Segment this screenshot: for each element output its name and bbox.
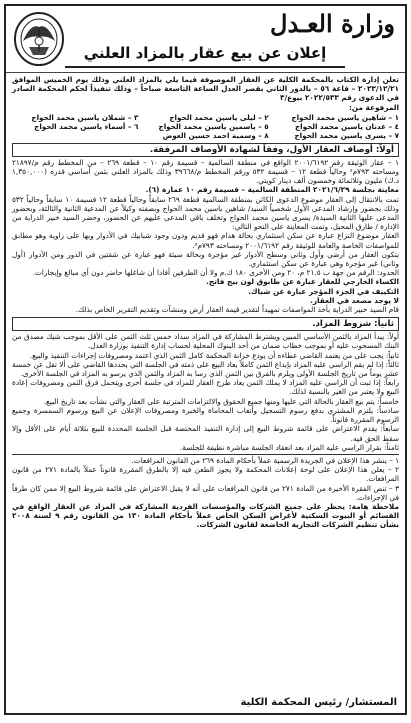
important-note: ملاحظة هامة: يحظر على جميع الشركات والمؤسسات الفردية المشاركة في المزاد عن العقار الواقع في القسائم أو البيوت السكنية لأغراض السكن الخاص عملاً بأحكام المادة ١٣٠ من القانون رقم ٩ لسنة ٢٠٠٨ بشأن تنظيم الشركات التجارية الخاضعة لقانون الشركات. [12, 501, 399, 530]
note-item: ١ – ينشر هذا الإعلان في الجريدة الرسمية عملاً بأحكام المادة ٢٦٩ من القانون المرافعات. [131, 455, 399, 465]
party-name: ٨ – وسمية احمد حسين العوض [162, 130, 269, 140]
signature-line: المستشار/ رئيس المحكمة الكلية [240, 697, 397, 708]
property-paragraph: العقار موضوع النزاع عبارة عن سكن استثماري بحالة هدام فهو قديم ودون وجود شبابيك في الأدوار وبها على زاوية وهو مطابق للمواصفات الخاصة والعامة للوثيقة رقم ٢٠٠١/٦١٩٢ ومساحته ٧٩٣م². [12, 231, 399, 250]
property-paragraph: معاينة بجلسة ٢٠٢١/٦/٢٩ المنطقة السالمية – قسيمة رقم ١٠ عمارة (٦). [145, 185, 399, 195]
property-paragraph: التكييف في الجزء المؤجر عبارة عن شباك. [248, 286, 399, 296]
property-paragraph: قام السيد خبير الدراية بأخذ المواصفات تمهيداً لتقدير قيمة العقار أرض ومنشآت وتقديم التقرير الخاص بذلك. [75, 305, 399, 315]
intro-paragraph: تعلن إدارة الكتاب بالمحكمة الكلية عن العقار الموصوفة فيما يلي بالمزاد العلني وذلك يوم الخميس الموافق ٢٠٢٣/١٢/٢١ – قاعة ٥٦ – بالدور الثاني بقصر العدل الساعة التاسعة صباحاً – وذلك تنفيذاً لحكم المحكمة الصادر في الدعوى رقم ٢٠٢٢/٥٣٣ بيوع/٣ [12, 75, 399, 103]
party-name: ١ – شاهين ياسين محمد الحواج [291, 112, 399, 122]
property-paragraph: ١ – عقار الوثيقة رقم ٢٠٠١/٦١٩٢ الواقع في منطقة السالمية – قسيمة رقم ١٠ – قطعة ٢٦٩ – من المخطط رقم م/٢١٨٩٧ ومساحته ٧٩٣م² وحالياً قطعة ١٢ – قسيمة ٥٣٢ ورقم المخطط م/٣٩٦٦٨ وذلك بالمزاد العلني بثمن أساسي قدره (١,٣٥٠,٠٠٠ د.ك) مليون وثلاثمائة وخمسون ألف دينار كويتي. [12, 157, 400, 186]
note-item: ٢ – يعلن هذا الإعلان على لوحة إعلانات المحكمة ولا يجوز الطعن فيه إلا بالطرق المقررة قانوناً عملاً بالمادة ٢٧١ من قانون المرافعات. [12, 465, 399, 484]
kuwait-emblem-icon [13, 11, 65, 67]
property-paragraph: يتكون العقار من أرضي وأول وثاني وسطح الأدوار غير مؤجرة وبحالة سيئة فهو عبارة عن شقتين في الدور ومن الأدوار (أول وثاني) غير مؤجرة وهي عبارة عن سكن استثماري. [12, 249, 399, 269]
section-heading-property: أولاً: أوصاف العقار الأول، وفقاً لشهادة الأوصاف المرفقة. [12, 143, 399, 157]
newspaper-notice [4, 4, 407, 715]
condition-item: سابعاً: يقدم الاعتراض على قائمة شروط البيع إلى إدارة التنفيذ المختصة قبل الجلسة المحددة للبيع بثلاثة أيام على الأقل وإلا سقط الحق فيه. [12, 424, 399, 443]
party-name: ٦ – أسماء ياسين محمد الحواج [34, 121, 139, 131]
condition-item: ثانياً: يجب على من يعتمد القاضي عطاءه أن يودع خزانة المحكمة كامل الثمن الذي اعتمد ومصروفات إجراءات التنفيذ والبيع. [29, 350, 399, 360]
condition-item: ثامناً: بقرار الراسي عليه المزاد بعد انعقاد الجلسة مباشرة نظيفة للجلسة. [179, 442, 399, 452]
party-name: ٧ – يسرى ياسين محمد الحواج [294, 130, 399, 140]
property-paragraph: تمت بالانتقال إلى العقار موضوع الدعوى الكائن بمنطقة السالمية قطعة ٢٦٩ سابقاً وحالياً قطعة ١٢ قسيمة ١٠ سابقاً وحالياً ٥٣٢ وذلك بحضور وإرشاد المدعى الأول شخصياً السيد/ شاهين ياسين محمد الحواج وبصفته وكيلاً عن المدعية الثانية والثالثة، وبحضور المدعى عليها الثانية السيدة/ يسرى ياسين محمد الحواج وتخلف باقي المدعى عليهم عن الحضور، وحضر السيد خبير الدراية من الإدارة / طارق المحيل، وتمت المعاينة على النحو التالي: [12, 194, 399, 232]
notice-title: إعلان عن بيع عقار بالمزاد العلني [65, 40, 345, 68]
note-item: ٣ – تنص الفقرة الأخيرة من المادة ٢٧١ من قانون المرافعات على أنه لا يقبل الاعتراض على قائمة شروط البيع إلا ممن كان طرفاً في الإجراءات. [12, 483, 399, 502]
property-paragraph: الحدود: الرقم من جهة ب ٢١.٥ م، ٢٠ ومن الأخرى ١٨٠ ك.م ولا أن الطرفين أفادا أن شاغلها حاضر دون أي مبالغ وإيجارات. [32, 268, 399, 278]
condition-item: ثالثاً: إذا لم يقم الراسي عليه المزاد بإيداع الثمن كاملاً يعاد البيع على ذمته في الجلسة التي يحددها القاضي على ألا تقل عن خمسة عشر يوماً من تاريخ الجلسة الأولى ويلزم بالفرق بين الثمن الذي رسا به المزاد والثمن الذي يرسو به المزاد في الجلسة الأخرى. [12, 359, 399, 379]
condition-item: أولاً: يبدأ المزاد بالثمن الأساسي المبين ويشترط المشاركة في المزاد سداد خمس ثلث الثمن على الأقل بموجب شيك مصدق من البنك المسحوب عليه أو بموجب خطاب ضمان من أحد البنوك المحلية لحساب إدارة التنفيذ بوزارة العدل. [12, 332, 399, 351]
property-paragraph: لا يوجد مصعد في العقار. [310, 295, 399, 305]
parties-heading: المرفوعة من: [349, 102, 399, 112]
notice-header [6, 6, 405, 73]
party-name: ٥ – ياسمين ياسين محمد الحواج [158, 121, 269, 131]
party-name: ٤ – عدنان ياسين محمد الحواج [294, 121, 399, 131]
notes-block [12, 454, 399, 530]
parties-list [12, 113, 399, 140]
section-heading-conditions: ثانياً: شروط المزاد. [12, 317, 399, 331]
party-name: ٢ – ليلى ياسين محمد الحواج [169, 112, 269, 122]
notice-body [6, 73, 405, 530]
condition-item: خامساً: يتم بيع العقار بالحالة التي عليها ومنها جميع الحقوق والالتزامات المترتبة على العقار والتي نشأت بعد تاريخ البيع. [43, 396, 399, 406]
party-name: ٣ – شملان ياسين محمد الحواج [31, 112, 139, 122]
condition-item: سادساً: يلتزم المشتري بدفع رسوم التسجيل وأتعاب المحاماة والخبرة ومصروفات الإعلان عن البيع ورسوم السمسرة وجميع الرسوم المقررة قانوناً. [12, 405, 399, 425]
property-paragraph: الكساء الخارجي للعقار عبارة عن طابوق لون بيج فاتح. [206, 277, 399, 287]
ministry-name: وزارة العـدل [270, 9, 395, 38]
condition-item: رابعاً: إذا ثبت أن الراسي عليه المزاد لا يملك الثمن يعاد طرح العقار للمزاد في جلسة أخرى ويتحمل فرق الثمن ومصروفات إعادة البيع ولا يعتبر من الغير بالنسبة لذلك. [12, 378, 399, 397]
